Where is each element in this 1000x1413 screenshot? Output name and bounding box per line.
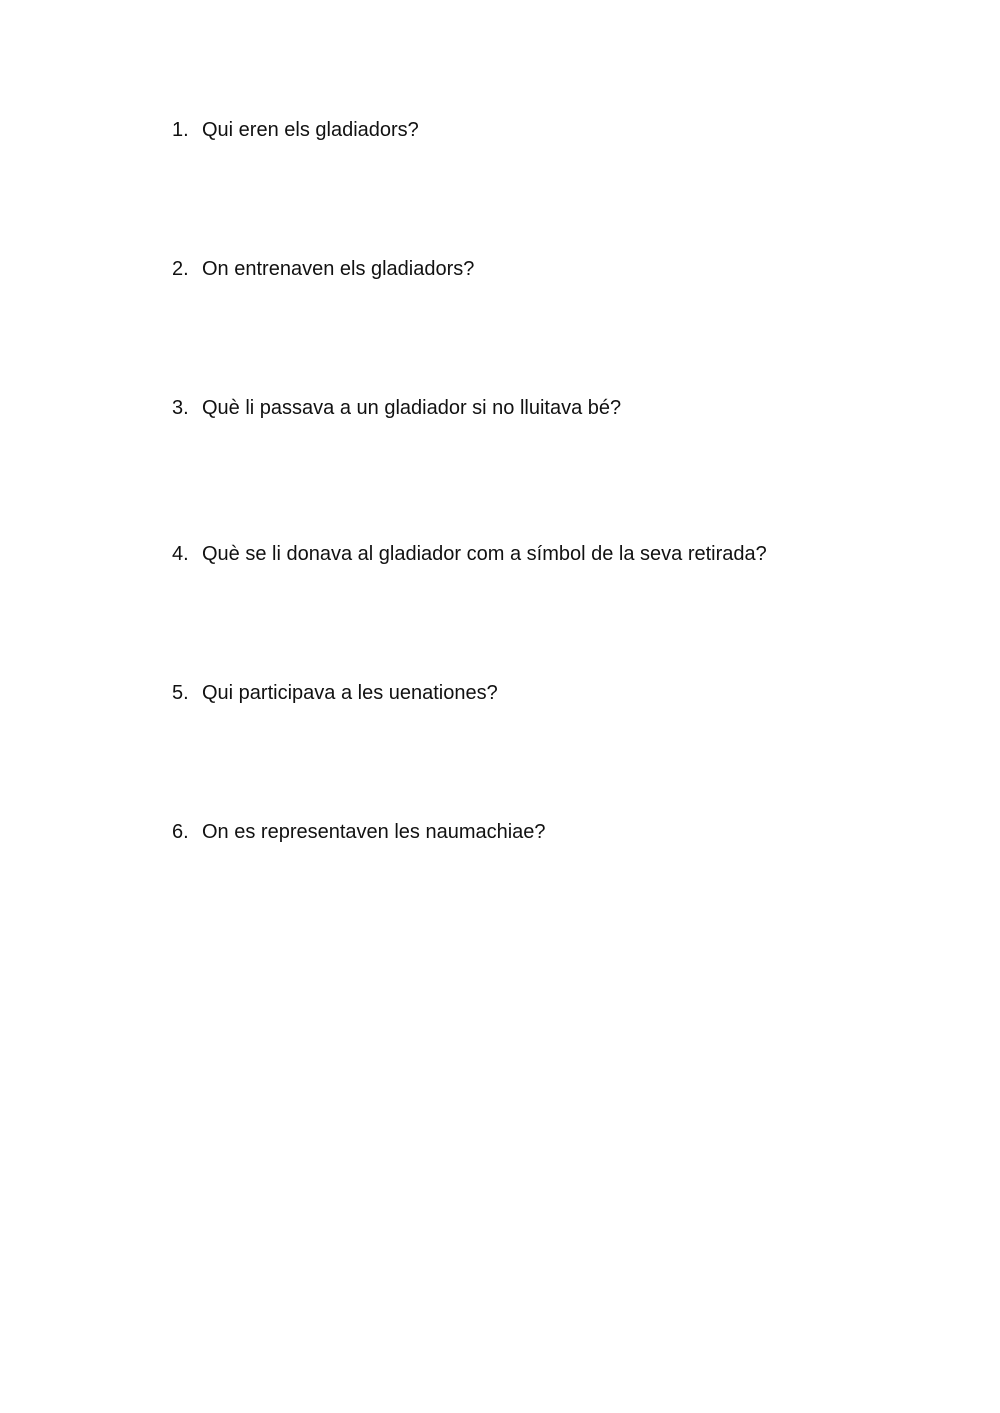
question-text: Què li passava a un gladiador si no lluitava bé?	[202, 397, 622, 419]
question-number: 6.	[172, 821, 189, 843]
question-number: 1.	[172, 119, 189, 141]
question-text: Qui eren els gladiadors?	[202, 119, 419, 141]
question-text: On es representaven les naumachiae?	[202, 821, 546, 843]
question-item	[172, 257, 474, 281]
question-item	[172, 820, 546, 844]
question-number: 4.	[172, 543, 189, 565]
question-text: On entrenaven els gladiadors?	[202, 258, 475, 280]
question-number: 3.	[172, 397, 189, 419]
question-number: 2.	[172, 258, 189, 280]
question-text: Què se li donava al gladiador com a símbol de la seva retirada?	[202, 543, 767, 565]
question-item	[172, 681, 498, 705]
question-item	[172, 542, 767, 566]
question-item	[172, 396, 621, 420]
question-item	[172, 118, 419, 142]
question-number: 5.	[172, 682, 189, 704]
question-text: Qui participava a les uenationes?	[202, 682, 498, 704]
